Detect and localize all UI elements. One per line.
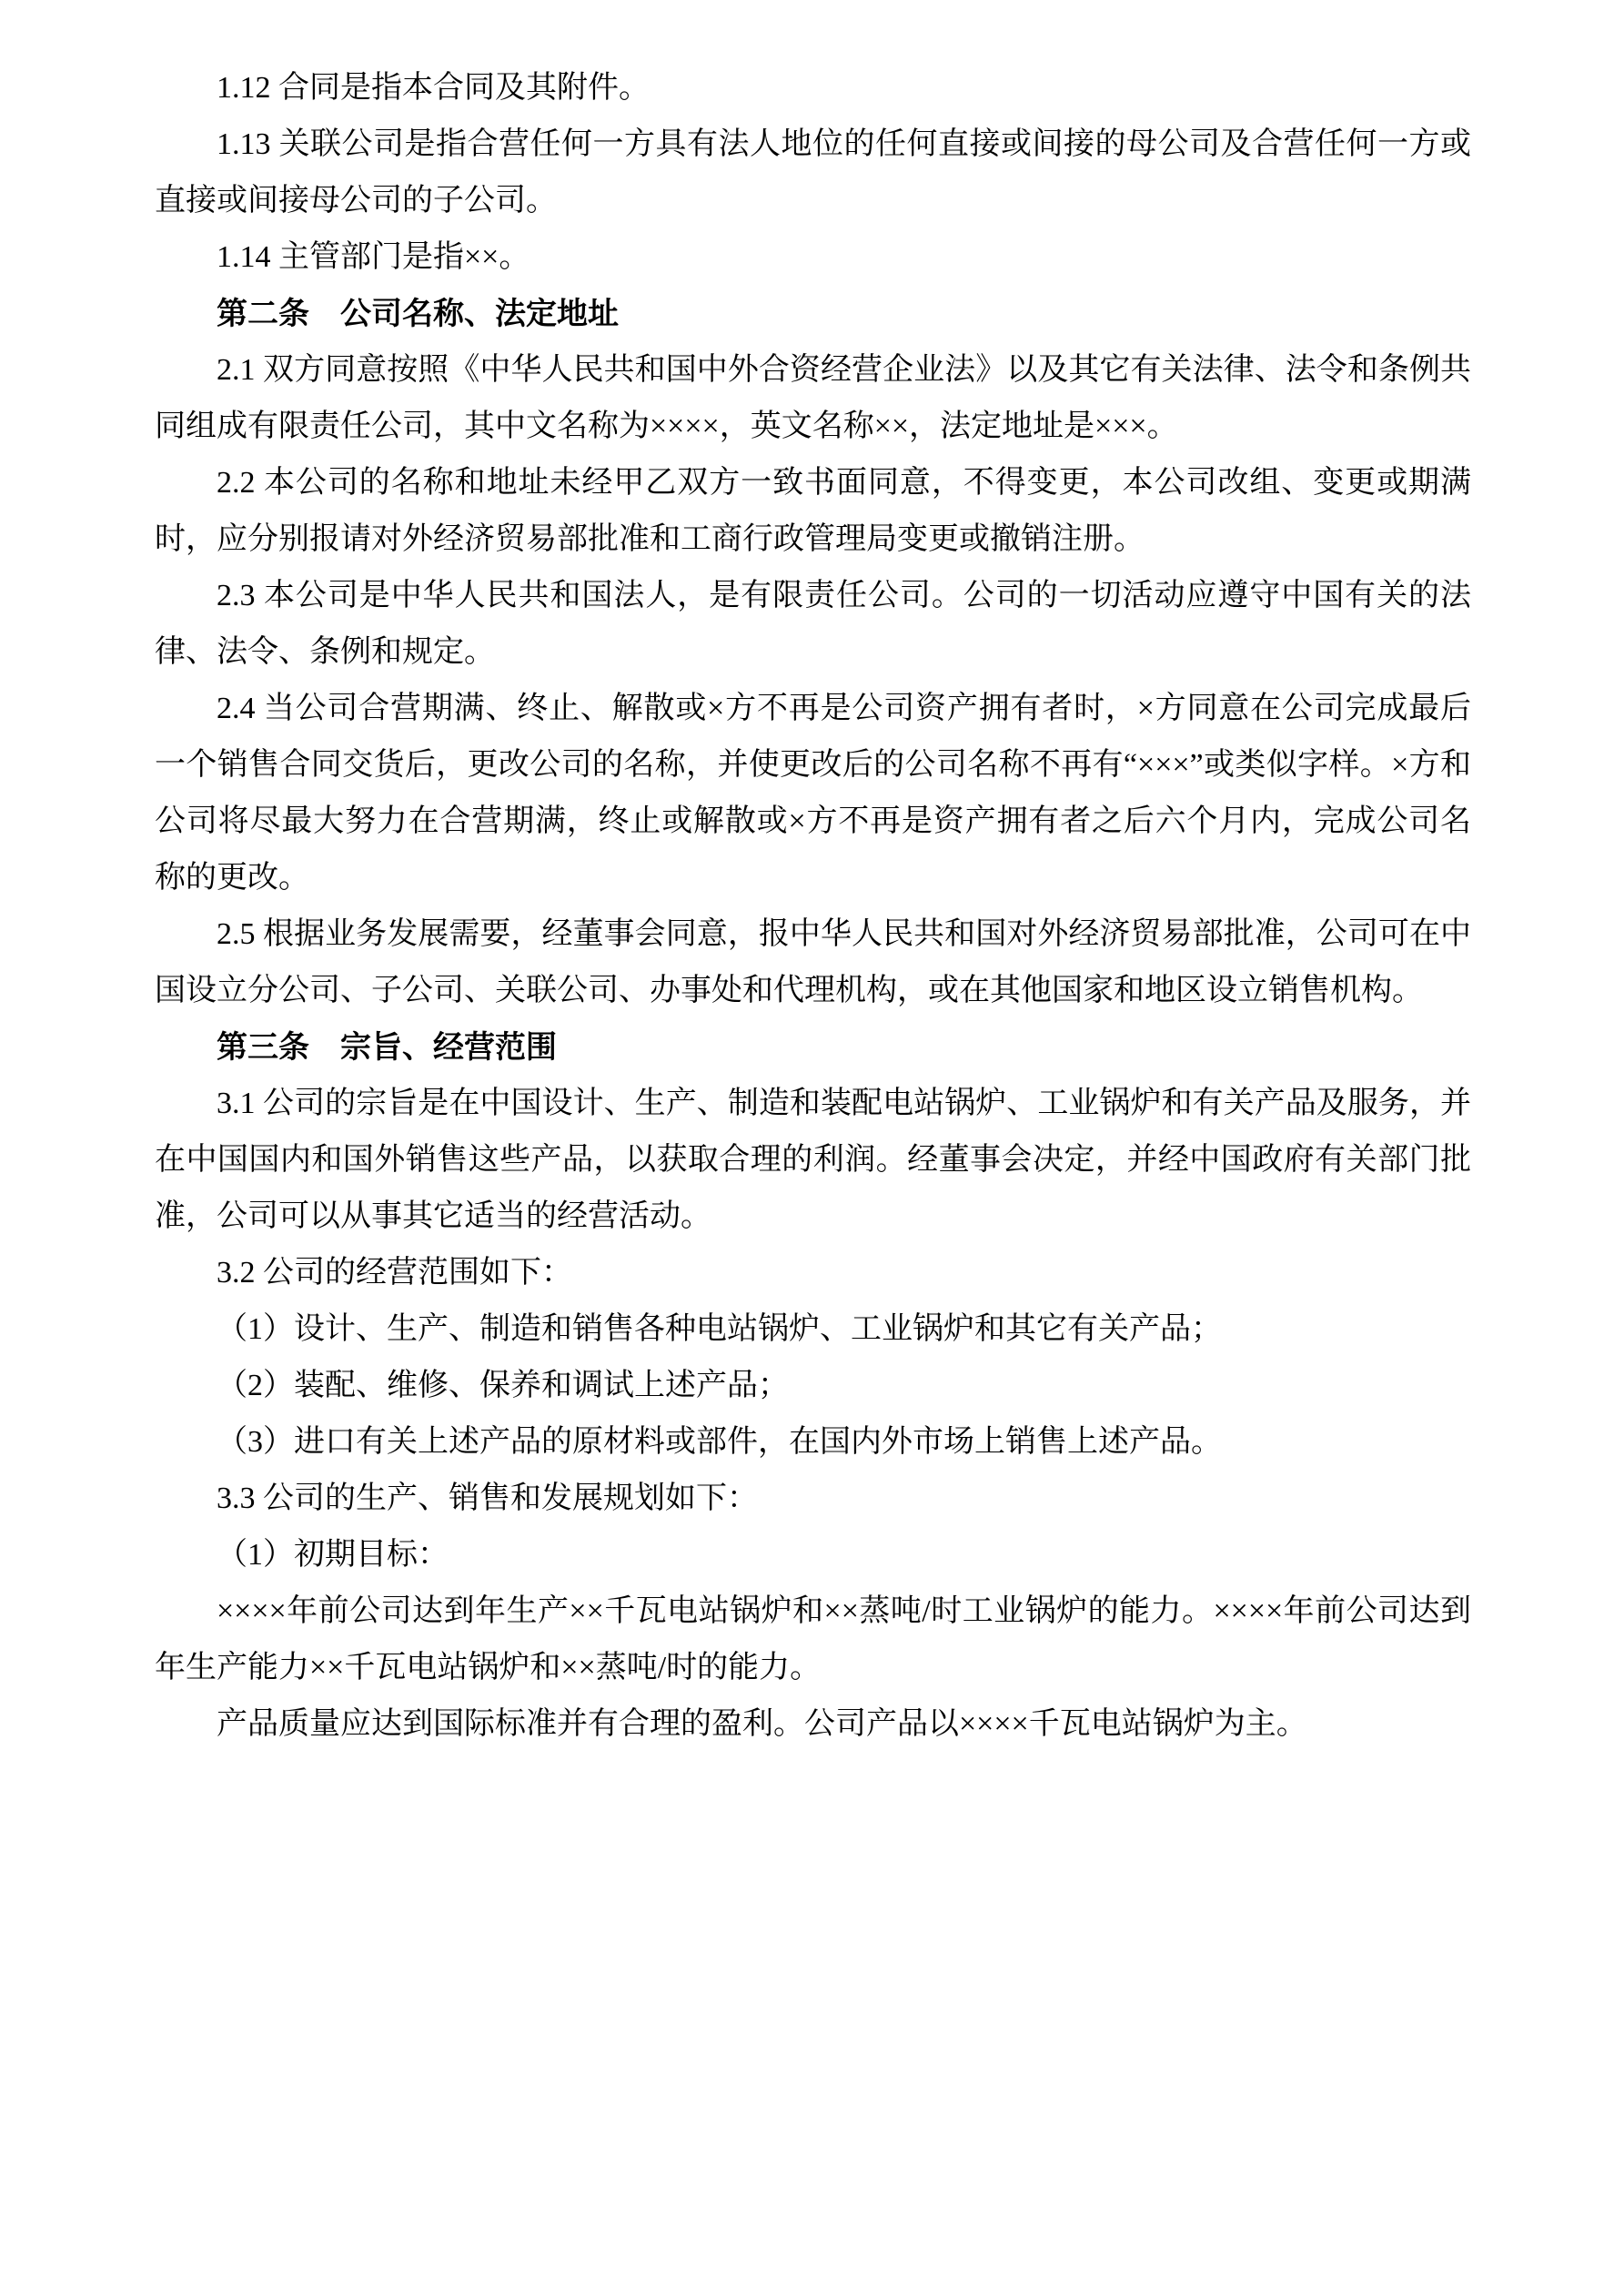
section-heading: 第三条 宗旨、经营范围	[217, 1030, 557, 1065]
paragraph: 3.1 公司的宗旨是在中国设计、生产、制造和装配电站锅炉、工业锅炉和有关产品及服务，并在中国国内和国外销售这些产品，以获取合理的利润。经董事会决定，并经中国政府有关部门批准，公司可以从事其它适当的经营活动。	[155, 1087, 1471, 1233]
paragraph: 3.3 公司的生产、销售和发展规划如下：	[217, 1482, 758, 1515]
paragraph: 1.14 主管部门是指××。	[217, 240, 530, 274]
paragraph: ××××年前公司达到年生产××千瓦电站锅炉和××蒸吨/时工业锅炉的能力。××××年前公司达到年生产能力××千瓦电站锅炉和××蒸吨/时的能力。	[155, 1594, 1471, 1684]
paragraph: 产品质量应达到国际标准并有合理的盈利。公司产品以××××千瓦电站锅炉为主。	[217, 1707, 1307, 1741]
paragraph: 2.3 本公司是中华人民共和国法人，是有限责任公司。公司的一切活动应遵守中国有关的法律、法令、条例和规定。	[155, 579, 1471, 669]
paragraph: 2.1 双方同意按照《中华人民共和国中外合资经营企业法》以及其它有关法律、法令和条例共同组成有限责任公司，其中文名称为××××，英文名称××，法定地址是×××。	[155, 353, 1471, 443]
paragraph: （2）装配、维修、保养和调试上述产品；	[217, 1369, 789, 1402]
paragraph: （1）初期目标：	[217, 1538, 449, 1572]
paragraph: （1）设计、生产、制造和销售各种电站锅炉、工业锅炉和其它有关产品；	[217, 1312, 1222, 1346]
paragraph: （3）进口有关上述产品的原材料或部件，在国内外市场上销售上述产品。	[217, 1425, 1222, 1459]
paragraph: 3.2 公司的经营范围如下：	[217, 1256, 572, 1290]
paragraph: 2.4 当公司合营期满、终止、解散或×方不再是公司资产拥有者时，×方同意在公司完成最后一个销售合同交货后，更改公司的名称，并使更改后的公司名称不再有“×××”或类似字样。×方和公司将尽最大努力在合营期满，终止或解散或×方不再是资产拥有者之后六个月内，完成公司名称的更改。	[155, 692, 1471, 895]
paragraph: 2.2 本公司的名称和地址未经甲乙双方一致书面同意，不得变更，本公司改组、变更或期满时，应分别报请对外经济贸易部批准和工商行政管理局变更或撤销注册。	[155, 466, 1471, 556]
paragraph: 2.5 根据业务发展需要，经董事会同意，报中华人民共和国对外经济贸易部批准，公司可在中国设立分公司、子公司、关联公司、办事处和代理机构，或在其他国家和地区设立销售机构。	[155, 917, 1471, 1007]
paragraph: 1.13 关联公司是指合营任何一方具有法人地位的任何直接或间接的母公司及合营任何一方或直接或间接母公司的子公司。	[155, 127, 1471, 217]
paragraph: 1.12 合同是指本合同及其附件。	[217, 71, 650, 105]
section-heading: 第二条 公司名称、法定地址	[217, 297, 619, 331]
